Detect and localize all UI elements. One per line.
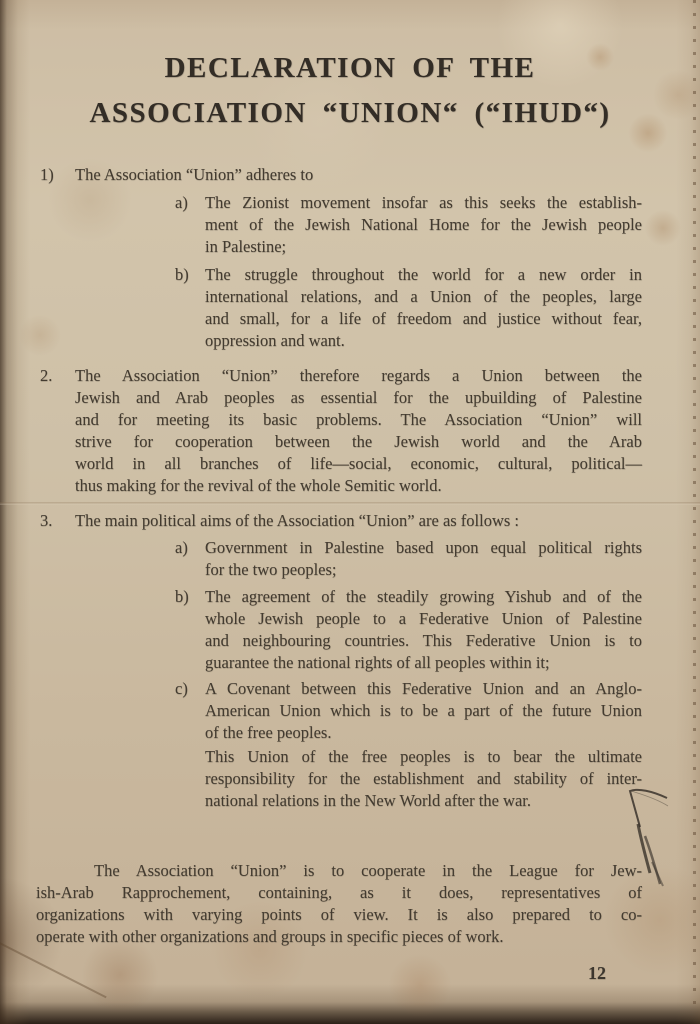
text-line: This Union of the free peoples is to bear the ultimate [205, 747, 642, 766]
text-line: The struggle throughout the world for a new order in [205, 265, 642, 284]
list-item-2 [0, 365, 700, 497]
list-marker: 1) [40, 165, 54, 184]
text-line: The Zionist movement insofar as this seeks the establish- [205, 193, 642, 212]
text-line: oppression and want. [205, 331, 345, 350]
paragraph [75, 164, 642, 186]
paragraph [205, 264, 642, 352]
page-number: 12 [588, 963, 606, 983]
text-line: The Association “Union” adheres to [75, 165, 314, 184]
sub-item-1b [0, 264, 700, 352]
text-line: ment of the Jewish National Home for the Jewish people [205, 215, 642, 234]
sub-item-3a [0, 537, 700, 581]
closing-paragraph [0, 860, 700, 948]
text-line: organizations with varying points of view. It is also prepared to co- [36, 905, 642, 924]
text-line: responsibility for the establishment and stability of inter- [205, 769, 642, 788]
text-line: for the two peoples; [205, 560, 337, 579]
paragraph [205, 586, 642, 674]
paragraph [205, 537, 642, 581]
text-line: Government in Palestine based upon equal political rights [205, 538, 642, 557]
list-marker: 2. [40, 366, 53, 385]
perforated-edge [693, 0, 696, 1010]
paragraph [75, 510, 642, 532]
sub-item-3c [0, 678, 700, 744]
title-line-2: ASSOCIATION “UNION“ (“IHUD“) [89, 97, 611, 129]
sub-item-marker: a) [175, 538, 188, 557]
text-line: strive for cooperation between the Jewish world and the Arab [75, 432, 642, 451]
sub-item-1a [0, 192, 700, 258]
text-line: ish-Arab Rapprochement, containing, as it does, representatives of [36, 883, 642, 902]
text-line: Jewish and Arab peoples as essential for the upbuilding of Palestine [75, 388, 642, 407]
text-line: American Union which is to be a part of the future Union [205, 701, 642, 720]
text-line: A Covenant between this Federative Union and an Anglo- [205, 679, 642, 698]
page-title [20, 46, 680, 136]
sub-item-marker: c) [175, 679, 188, 698]
paragraph [75, 365, 642, 497]
list-marker: 3. [40, 511, 53, 530]
sub-item-marker: b) [175, 265, 189, 284]
list-item-3 [0, 510, 700, 532]
text-line: international relations, and a Union of the peoples, large [205, 287, 642, 306]
text-line: and small, for a life of freedom and justice without fear, [205, 309, 642, 328]
sub-item-3b [0, 586, 700, 674]
text-line: The agreement of the steadily growing Yishub and of the [205, 587, 642, 606]
text-line: and for meeting its basic problems. The Association “Union” will [75, 410, 642, 429]
text-line: The main political aims of the Association “Union” are as follows : [75, 511, 520, 530]
title-line-1: DECLARATION OF THE [164, 52, 536, 84]
text-line: in Palestine; [205, 237, 287, 256]
text-line: The Association “Union” is to cooperate in the League for Jew- [94, 861, 642, 880]
continuation-paragraph [0, 746, 700, 812]
text-line: whole Jewish people to a Federative Union of Palestine [205, 609, 642, 628]
text-line: operate with other organizations and groups in specific pieces of work. [36, 927, 504, 946]
paper-crease [0, 502, 700, 505]
paragraph [205, 678, 642, 744]
text-line: and neighbouring countries. This Federative Union is to [205, 631, 642, 650]
text-line: guarantee the national rights of all peoples within it; [205, 653, 550, 672]
text-line: national relations in the New World after the war. [205, 791, 531, 810]
document-body [0, 164, 700, 984]
text-line: of the free peoples. [205, 723, 332, 742]
text-line: The Association “Union” therefore regards a Union between the [75, 366, 642, 385]
sub-item-marker: a) [175, 193, 188, 212]
sub-item-marker: b) [175, 587, 189, 606]
text-line: thus making for the revival of the whole Semitic world. [75, 476, 442, 495]
text-line: world in all branches of life—social, economic, cultural, political— [75, 454, 642, 473]
list-item-1 [0, 164, 700, 186]
paragraph [205, 192, 642, 258]
